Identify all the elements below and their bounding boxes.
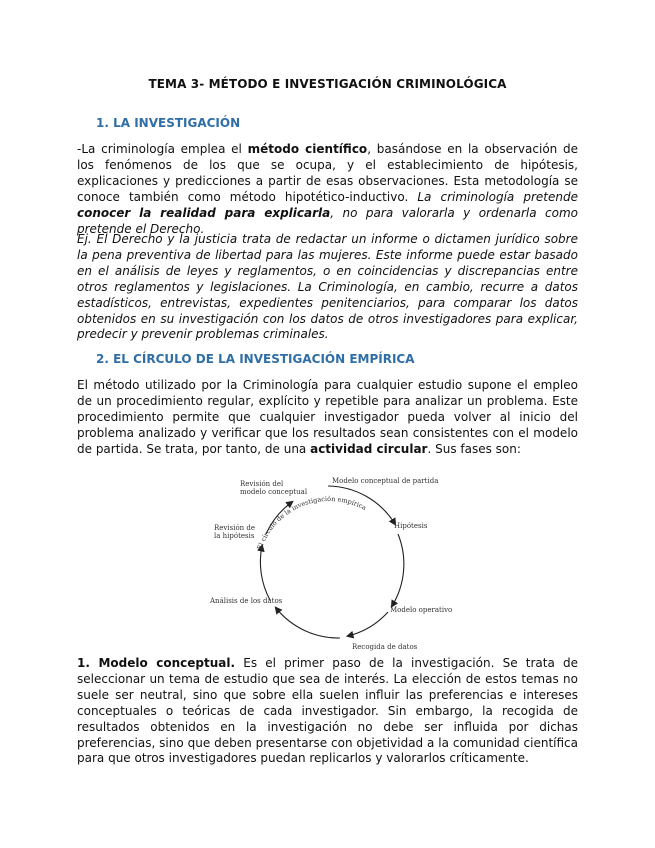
label-recogida-datos: Recogida de datos [352, 643, 418, 651]
arc-arrow-4 [276, 608, 340, 638]
paragraph-modelo-conceptual: 1. Modelo conceptual. Es el primer paso de la investigación. Se trata de seleccionar un tema de estudio que sea de interés. La elección de estos temas no suele ser neutral, sino que sobre ella suelen influir las preferencias e intereses conceptuales o teóricas de cada investigador. Sin embargo, la recogida de resultados obtenidos en la investigación no debe ser influida por dichas preferencias, sino que deben presentarse con objetividad a la comunidad científica para que otros investigadores puedan replicarlos y valorarlos críticamente. [77, 656, 578, 766]
section-heading-investigacion: 1. LA INVESTIGACIÓN [96, 116, 241, 130]
label-revision-hipotesis-1: Revisión de [214, 524, 256, 532]
diagram-center-text: El círculo de la investigación empírica [255, 494, 368, 551]
research-circle-diagram [200, 472, 460, 652]
section-heading-circulo: 2. EL CÍRCULO DE LA INVESTIGACIÓN EMPÍRICA [96, 352, 415, 366]
arc-arrow-3 [348, 612, 388, 636]
label-modelo-operativo: Modelo operativo [390, 606, 453, 614]
label-revision-modelo-2: modelo conceptual [240, 488, 308, 496]
label-analisis-datos: Análisis de los datos [210, 597, 283, 605]
arc-arrow-2 [392, 534, 404, 606]
label-hipotesis: Hipótesis [394, 522, 428, 530]
label-revision-hipotesis-2: la hipótesis [214, 532, 255, 540]
label-modelo-conceptual: Modelo conceptual de partida [332, 477, 439, 485]
label-revision-modelo-1: Revisión del [240, 480, 284, 488]
arc-arrow-5 [260, 546, 270, 600]
paragraph-example: Ej. El Derecho y la justicia trata de redactar un informe o dictamen jurídico sobre la pena preventiva de libertad para las mujeres. Este informe puede estar basado en el análisis de leyes y reglamentos, o en coincidencias y discrepancias entre otros reglamentos y legislaciones. La Criminología, en cambio, recurre a datos estadísticos, entrevistas, expedientes penitenciarios, para comparar los datos obtenidos en su investigación con los datos de otros investigadores para explicar, predecir y prevenir problemas criminales. [77, 232, 578, 342]
page-title: TEMA 3- MÉTODO E INVESTIGACIÓN CRIMINOLÓGICA [148, 77, 507, 91]
paragraph-metodo-criminologia: El método utilizado por la Criminología para cualquier estudio supone el empleo de un procedimiento regular, explícito y repetible para analizar un problema. Este procedimiento permite que cualquier investigador pueda volver al inicio del problema analizado y verificar que los resultados sean consistentes con el modelo de partida. Se trata, por tanto, de una actividad circular. Sus fases son: [77, 378, 578, 456]
paragraph-metodo-cientifico: -La criminología emplea el método científico, basándose en la observación de los fenómenos de los que se ocupa, y el establecimiento de hipótesis, explicaciones y predicciones a partir de esas observaciones. Esta metodología se conoce también como método hipotético-inductivo. La criminología pretende conocer la realidad para explicarla, no para valorarla y ordenarla como pretende el Derecho. [77, 142, 578, 236]
